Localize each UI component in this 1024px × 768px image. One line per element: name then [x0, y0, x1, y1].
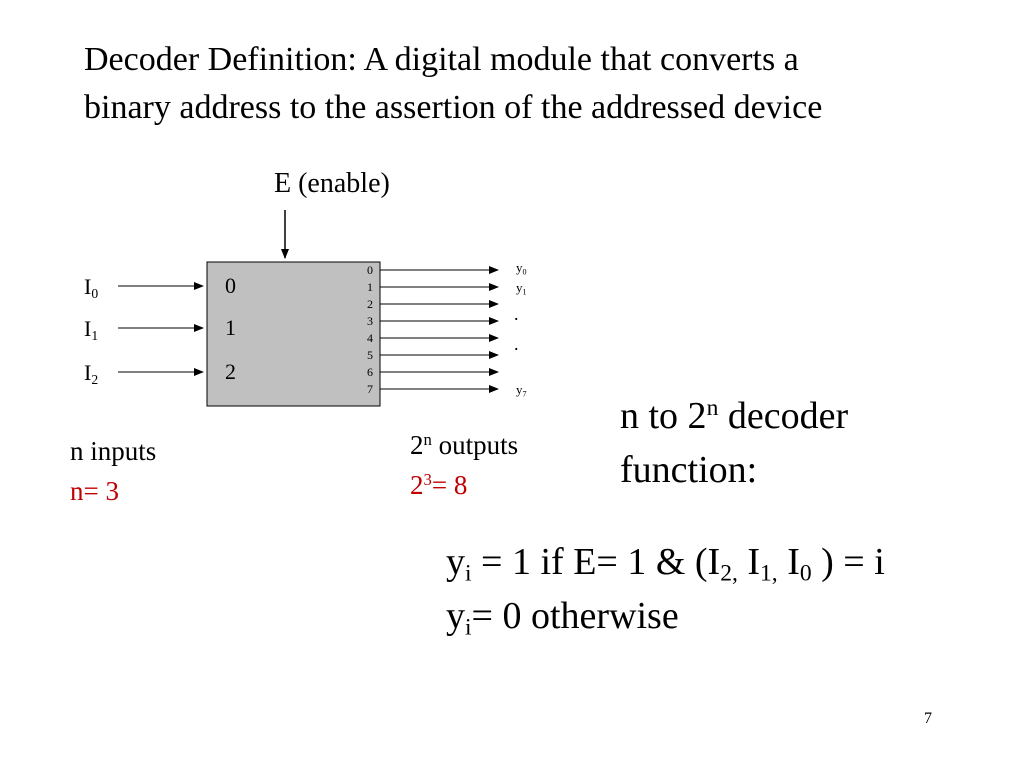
output-label-1: $y_1$: [516, 280, 527, 297]
outputs-count: $2^3= 8$: [410, 469, 468, 500]
outputs-caption: 2$^n$ outputs: [410, 429, 519, 460]
box-output-pin-3: 3: [367, 314, 373, 328]
slide-title-line-1: Decoder Definition: A digital module that converts a: [84, 41, 799, 78]
box-output-pin-6: 6: [367, 365, 373, 379]
function-heading-line-2: function:: [620, 449, 758, 491]
box-output-pin-0: 0: [367, 263, 373, 277]
output-label-7: $y_7$: [516, 382, 527, 399]
box-output-pin-1: 1: [367, 280, 373, 294]
box-output-pin-5: 5: [367, 348, 373, 362]
input-label-2: $I_2$: [84, 360, 99, 387]
function-heading-line-1: n to 2$^n$ decoder: [620, 395, 849, 437]
slide-title-line-2: binary address to the assertion of the addressed device: [84, 89, 823, 126]
box-output-pin-4: 4: [367, 331, 373, 345]
equation-enabled: $y_i = 1$ if E= 1 & ($I_{2,}$ $I_{1,}$ $I_0$ ) = i: [446, 541, 885, 587]
box-output-pin-2: 2: [367, 297, 373, 311]
enable-label: E (enable): [274, 168, 390, 199]
box-input-pin-0: 0: [225, 273, 236, 298]
input-label-0: $I_0$: [84, 274, 99, 301]
output-ellipsis-dot-2: .: [514, 334, 519, 354]
output-ellipsis-dot-1: .: [514, 304, 519, 324]
page-number: 7: [924, 710, 932, 727]
output-label-0: $y_0$: [516, 260, 527, 277]
box-input-pin-1: 1: [225, 315, 236, 340]
inputs-count: n= 3: [70, 476, 119, 506]
inputs-caption: n inputs: [70, 436, 157, 466]
input-label-1: $I_1$: [84, 316, 99, 343]
box-output-pin-7: 7: [367, 382, 373, 396]
box-input-pin-2: 2: [225, 359, 236, 384]
equation-otherwise: $y_i= 0$ otherwise: [446, 595, 679, 641]
